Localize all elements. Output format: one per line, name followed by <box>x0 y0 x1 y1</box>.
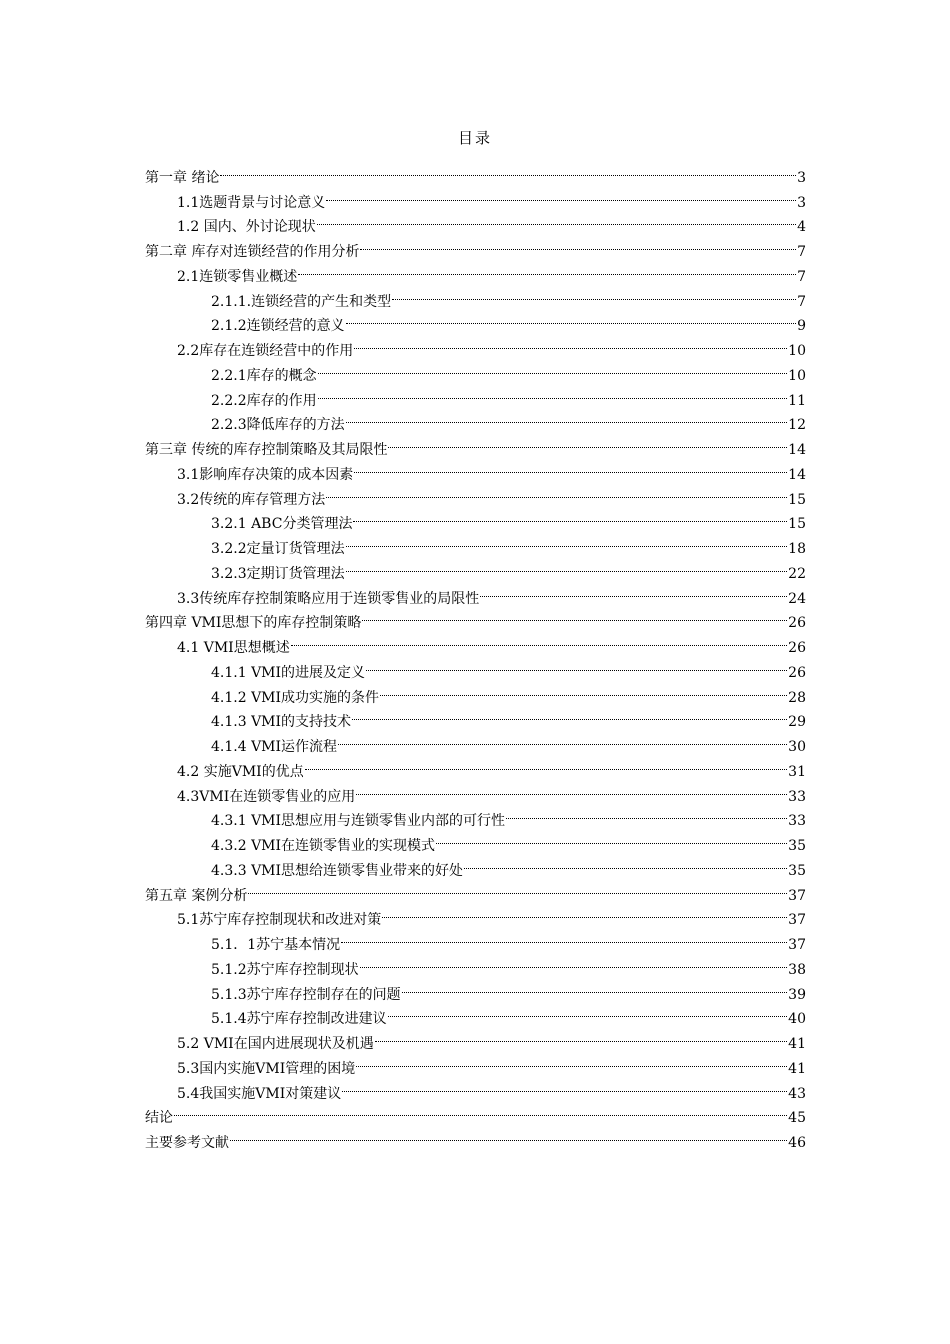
toc-entry-page-number: 37 <box>788 912 806 929</box>
toc-dot-leader <box>340 924 788 949</box>
toc-dot-leader <box>353 330 788 355</box>
toc-dot-leader <box>387 999 789 1024</box>
toc-entry-label: 第四章 VMI思想下的库存控制策略 <box>145 615 362 632</box>
toc-dot-leader <box>463 850 788 875</box>
toc-entry-page-number: 3 <box>797 194 806 211</box>
toc-dot-leader <box>374 1023 788 1048</box>
toc-title: 目录 <box>457 129 492 147</box>
toc-entry-label: 4.3.1 VMI思想应用与连锁零售业内部的可行性 <box>211 813 506 830</box>
toc-dot-leader <box>317 380 789 405</box>
toc-dot-leader <box>219 157 797 182</box>
toc-dot-leader <box>290 627 788 652</box>
toc-entry-page-number: 18 <box>788 541 806 557</box>
toc-entry-label: 5.4我国实施VMI对策建议 <box>177 1085 342 1102</box>
toc-dot-leader <box>325 479 788 504</box>
toc-entry-page-number: 46 <box>788 1135 806 1151</box>
toc-entry-label: 4.2 实施VMI的优点 <box>177 763 304 780</box>
toc-dot-leader <box>401 974 789 999</box>
toc-entry-page-number: 37 <box>788 937 806 953</box>
toc-entry-page-number: 41 <box>788 1060 806 1077</box>
toc-dot-leader <box>345 528 789 553</box>
toc-entry-label: 5.1．1苏宁基本情况 <box>211 937 341 953</box>
toc-entry-page-number: 7 <box>797 293 806 310</box>
toc-entry-label: 3.2.2定量订货管理法 <box>211 541 345 557</box>
toc-entry-label: 第五章 案例分析 <box>145 887 248 904</box>
toc-entry-label: 1.1选题背景与讨论意义 <box>177 194 326 211</box>
toc-entry-page-number: 39 <box>788 986 806 1003</box>
toc-list <box>145 157 806 1151</box>
toc-entry-label: 2.2.3降低库存的方法 <box>211 417 345 434</box>
toc-entry-label: 4.3.3 VMI思想给连锁零售业带来的好处 <box>211 862 464 879</box>
toc-entry-page-number: 29 <box>788 714 806 731</box>
toc-dot-leader <box>345 405 789 430</box>
toc-dot-leader <box>359 231 797 256</box>
toc-dot-leader <box>317 355 789 380</box>
toc-dot-leader <box>316 207 797 232</box>
toc-entry-label: 4.1.4 VMI运作流程 <box>211 739 338 755</box>
toc-entry-label: 5.3国内实施VMI管理的困境 <box>177 1060 356 1077</box>
toc-entry-page-number: 33 <box>788 813 806 830</box>
toc-entry-label: 3.2传统的库存管理方法 <box>177 491 326 508</box>
toc-entry-label: 3.3传统库存控制策略应用于连锁零售业的局限性 <box>177 590 480 607</box>
toc-entry-page-number: 24 <box>788 590 806 607</box>
toc-entry-page-number: 10 <box>788 367 806 384</box>
toc-dot-leader <box>435 825 788 850</box>
toc-entry-page-number: 15 <box>788 516 806 533</box>
toc-dot-leader <box>505 801 788 826</box>
toc-dot-leader <box>379 677 788 702</box>
toc-entry-label: 2.2.2库存的作用 <box>211 392 317 409</box>
toc-dot-leader <box>352 504 788 529</box>
toc-entry-label: 2.1连锁零售业概述 <box>177 268 298 285</box>
toc-entry-page-number: 10 <box>788 343 806 359</box>
toc-dot-leader <box>353 454 788 479</box>
toc-entry-page-number: 7 <box>797 244 806 260</box>
toc-entry-page-number: 14 <box>788 466 806 483</box>
toc-entry-page-number: 26 <box>788 664 806 681</box>
toc-entry[interactable] <box>145 1098 806 1127</box>
toc-entry-label: 第三章 传统的库存控制策略及其局限性 <box>145 442 388 458</box>
toc-entry-label: 主要参考文献 <box>145 1135 229 1151</box>
toc-entry-label: 5.2 VMI在国内进展现状及机遇 <box>177 1036 374 1052</box>
toc-entry-label: 5.1.4苏宁库存控制改进建议 <box>211 1011 387 1028</box>
toc-dot-leader <box>479 578 788 603</box>
toc-entry-label: 4.1.1 VMI的进展及定义 <box>211 664 366 681</box>
toc-entry-label: 1.2 国内、外讨论现状 <box>177 219 316 236</box>
toc-entry-label: 2.1.2连锁经营的意义 <box>211 318 345 335</box>
toc-entry-label: 3.1影响库存决策的成本因素 <box>177 466 354 483</box>
toc-entry-label: 第二章 库存对连锁经营的作用分析 <box>145 244 360 260</box>
toc-entry-page-number: 4 <box>797 219 806 236</box>
toc-dot-leader <box>365 652 788 677</box>
toc-entry-page-number: 37 <box>788 887 806 904</box>
toc-dot-leader <box>345 553 789 578</box>
toc-dot-leader <box>229 1122 788 1147</box>
toc-entry-page-number: 30 <box>788 739 806 755</box>
toc-entry[interactable] <box>145 157 806 186</box>
toc-dot-leader <box>359 949 789 974</box>
toc-entry-label: 4.1.2 VMI成功实施的条件 <box>211 689 380 706</box>
toc-entry-label: 3.2.1 ABC分类管理法 <box>211 516 353 533</box>
toc-dot-leader <box>304 751 788 776</box>
toc-dot-leader <box>345 306 797 331</box>
toc-entry-page-number: 11 <box>788 392 806 409</box>
toc-entry-label: 5.1苏宁库存控制现状和改进对策 <box>177 912 382 929</box>
toc-entry-label: 2.2库存在连锁经营中的作用 <box>177 343 354 359</box>
toc-entry-page-number: 22 <box>788 565 806 582</box>
toc-entry-label: 4.1.3 VMI的支持技术 <box>211 714 352 731</box>
toc-dot-leader <box>297 256 797 281</box>
toc-entry-page-number: 14 <box>788 442 806 458</box>
toc-entry-page-number: 45 <box>788 1110 806 1127</box>
toc-entry-page-number: 15 <box>788 491 806 508</box>
toc-entry-label: 结论 <box>145 1110 173 1127</box>
toc-entry-page-number: 26 <box>788 640 806 656</box>
toc-entry-page-number: 3 <box>797 169 806 186</box>
toc-entry-label: 2.1.1.连锁经营的产生和类型 <box>211 293 392 310</box>
toc-dot-leader <box>391 281 797 306</box>
toc-entry-page-number: 28 <box>788 689 806 706</box>
toc-dot-leader <box>325 182 797 207</box>
toc-dot-leader <box>173 1098 788 1123</box>
toc-entry-page-number: 9 <box>797 318 806 335</box>
toc-entry-page-number: 35 <box>788 862 806 879</box>
toc-entry-page-number: 40 <box>788 1011 806 1028</box>
toc-dot-leader <box>247 875 788 900</box>
toc-entry-page-number: 35 <box>788 838 806 854</box>
toc-entry[interactable] <box>145 182 806 211</box>
toc-entry-label: 5.1.3苏宁库存控制存在的问题 <box>211 986 401 1003</box>
toc-entry-page-number: 12 <box>788 417 806 434</box>
toc-dot-leader <box>361 603 788 628</box>
toc-entry-page-number: 31 <box>788 763 806 780</box>
toc-entry-page-number: 33 <box>788 788 806 805</box>
toc-entry-label: 3.2.3定期订货管理法 <box>211 565 345 582</box>
toc-entry-page-number: 26 <box>788 615 806 632</box>
toc-dot-leader <box>381 900 788 925</box>
toc-entry-label: 5.1.2苏宁库存控制现状 <box>211 961 359 978</box>
toc-dot-leader <box>387 429 788 454</box>
toc-dot-leader <box>341 1073 788 1098</box>
toc-dot-leader <box>355 1048 788 1073</box>
toc-entry-label: 4.1 VMI思想概述 <box>177 640 290 656</box>
toc-entry-page-number: 7 <box>797 268 806 285</box>
toc-entry-label: 4.3VMI在连锁零售业的应用 <box>177 788 356 805</box>
toc-dot-leader <box>337 726 788 751</box>
toc-dot-leader <box>351 702 788 727</box>
toc-entry-label: 2.2.1库存的概念 <box>211 367 317 384</box>
toc-entry[interactable] <box>145 1122 806 1151</box>
toc-entry-label: 4.3.2 VMI在连锁零售业的实现模式 <box>211 838 436 854</box>
toc-entry-page-number: 43 <box>788 1085 806 1102</box>
toc-entry-page-number: 41 <box>788 1036 806 1052</box>
toc-entry-page-number: 38 <box>788 961 806 978</box>
toc-entry-label: 第一章 绪论 <box>145 169 220 186</box>
toc-dot-leader <box>355 776 788 801</box>
